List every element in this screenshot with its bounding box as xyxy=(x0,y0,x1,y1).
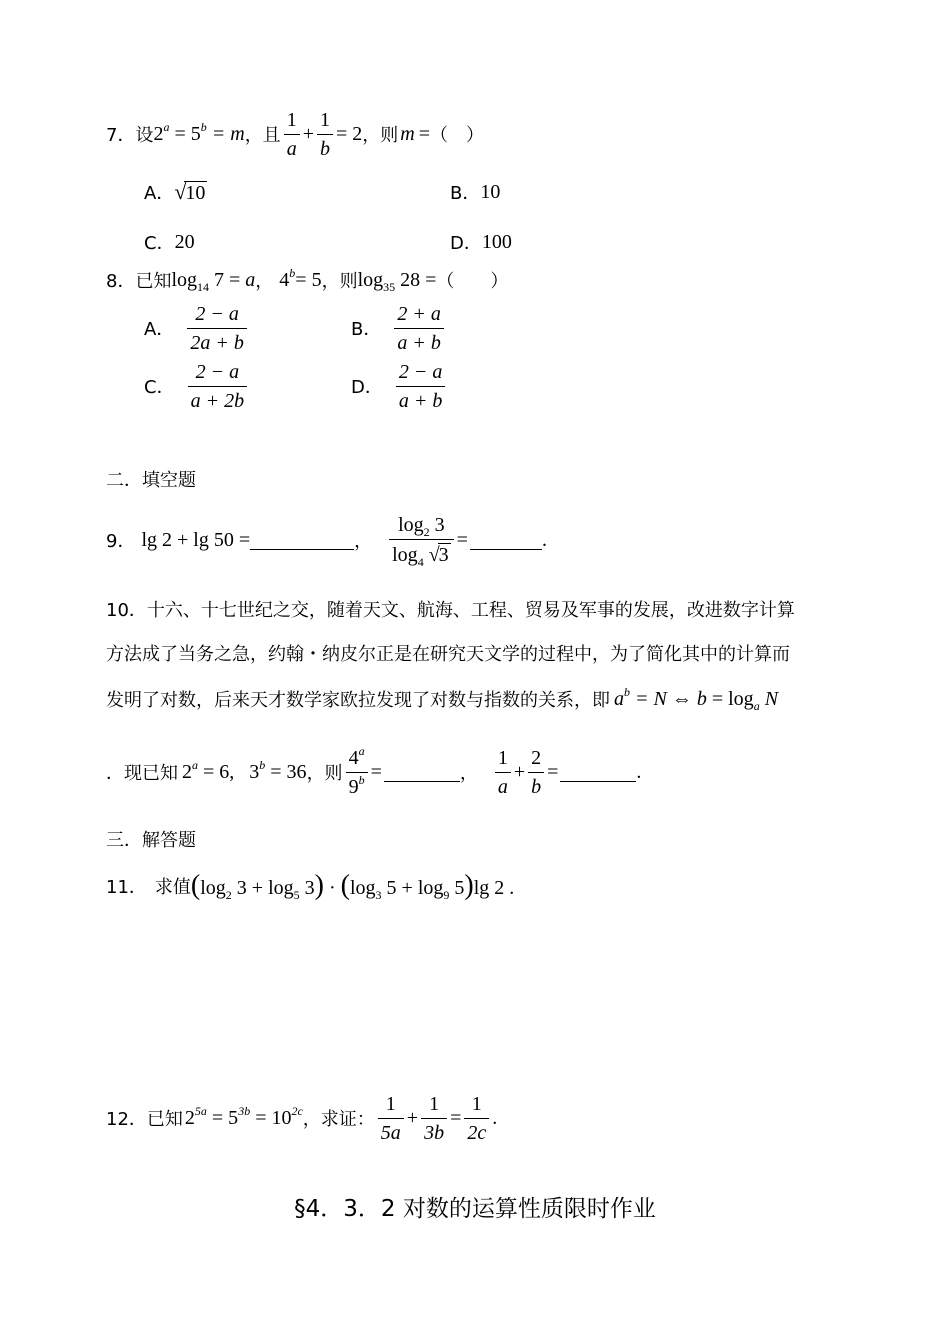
fraction-1-over-a: $\frac{1}{a}$ xyxy=(284,109,300,160)
question-12: 12． 已知 $2^{5a} = 5^{3b} = 10^{2c}$ ，求证： $\frac{1}{5a}$ + $\frac{1}{3b}$ = $\frac{1}{2c}$ . xyxy=(106,1092,498,1144)
q8-option-a: A． $\frac{2 - a}{2a + b}$ xyxy=(144,300,250,356)
answer-paren: （ ） xyxy=(436,271,509,292)
q7-option-b: B． 10 xyxy=(450,180,501,204)
q10-line-2: 方法成了当务之急，约翰・纳皮尔正是在研究天文学的过程中，为了简化其中的计算而 xyxy=(106,644,790,665)
question-8: 8． 已知 $\log_{14} 7 = a$ ， $4^b= 5$ ，则 $\log_{35} 28$ = （ ） xyxy=(106,265,509,294)
q7-number: 7． xyxy=(106,125,136,146)
q8-option-c: C． $\frac{2 - a}{a + 2b}$ xyxy=(144,358,250,414)
section-heading-fill-in: 二．填空题 xyxy=(106,470,196,491)
q8-option-d: D． $\frac{2 - a}{a + b}$ xyxy=(351,358,448,414)
fraction-1-over-b: $\frac{1}{b}$ xyxy=(317,109,333,160)
q10-line-1: 10．十六、十七世纪之交，随着天文、航海、工程、贸易及军事的发展，改进数字计算 xyxy=(106,600,795,621)
q7-option-a: A． √ 10 xyxy=(144,179,206,204)
section-heading-solve: 三．解答题 xyxy=(106,830,196,851)
question-9: 9． lg 2 + lg 50 = ， $\frac{\log_2 3}{\log_4 √3}$ = . xyxy=(106,514,547,569)
q8-option-b: B． $\frac{2 + a}{a + b}$ xyxy=(351,300,447,356)
question-7: 7． 设 $2^a = 5^b = m$ ，且 $\frac{1}{a}$ + $\frac{1}{b}$ = 2 ，则 m = （ ） xyxy=(106,108,484,160)
answer-blank[interactable] xyxy=(560,763,636,782)
q7-option-d: D． 100 xyxy=(450,230,512,254)
q10-line-3: 发明了对数，后来天才数学家欧拉发现了对数与指数的关系，即 $a^b = N$ ⇔ $b = \log_a N$ xyxy=(106,684,779,713)
fraction-4a-over-9b: $\frac{4^a}{9^b}$ xyxy=(346,747,368,798)
sqrt-icon: √ xyxy=(174,179,187,204)
log-ratio-fraction: $\frac{\log_2 3}{\log_4 √3}$ xyxy=(389,514,454,566)
page-title: §4．3．2 对数的运算性质限时作业 xyxy=(294,1196,656,1222)
answer-blank[interactable] xyxy=(250,531,354,550)
q8-equation: $\log_{14} 7 = a$ xyxy=(171,268,256,294)
q7-option-c: C． 20 xyxy=(144,230,195,254)
answer-paren: （ ） xyxy=(429,125,484,146)
answer-blank[interactable] xyxy=(384,763,460,782)
answer-blank[interactable] xyxy=(470,531,542,550)
sqrt-icon: √ xyxy=(428,544,440,566)
q8-number: 8． xyxy=(106,271,136,292)
question-11: 11． 求值 ($\log_2$ $3 + \log_5 3) \cdot (\log_3$ $5 + \log_9 5)\lg$ 2 . xyxy=(106,870,515,902)
q7-equation: $2^a = 5^b = m$ xyxy=(153,119,245,145)
q10-line-4: ．现已知 2$^a$ = 6, 3$^b$ = 36 ，则 $\frac{4^a}{9^b}$ = ， $\frac{1}{a}$ + $\frac{2}{b}$ = . xyxy=(106,743,642,798)
